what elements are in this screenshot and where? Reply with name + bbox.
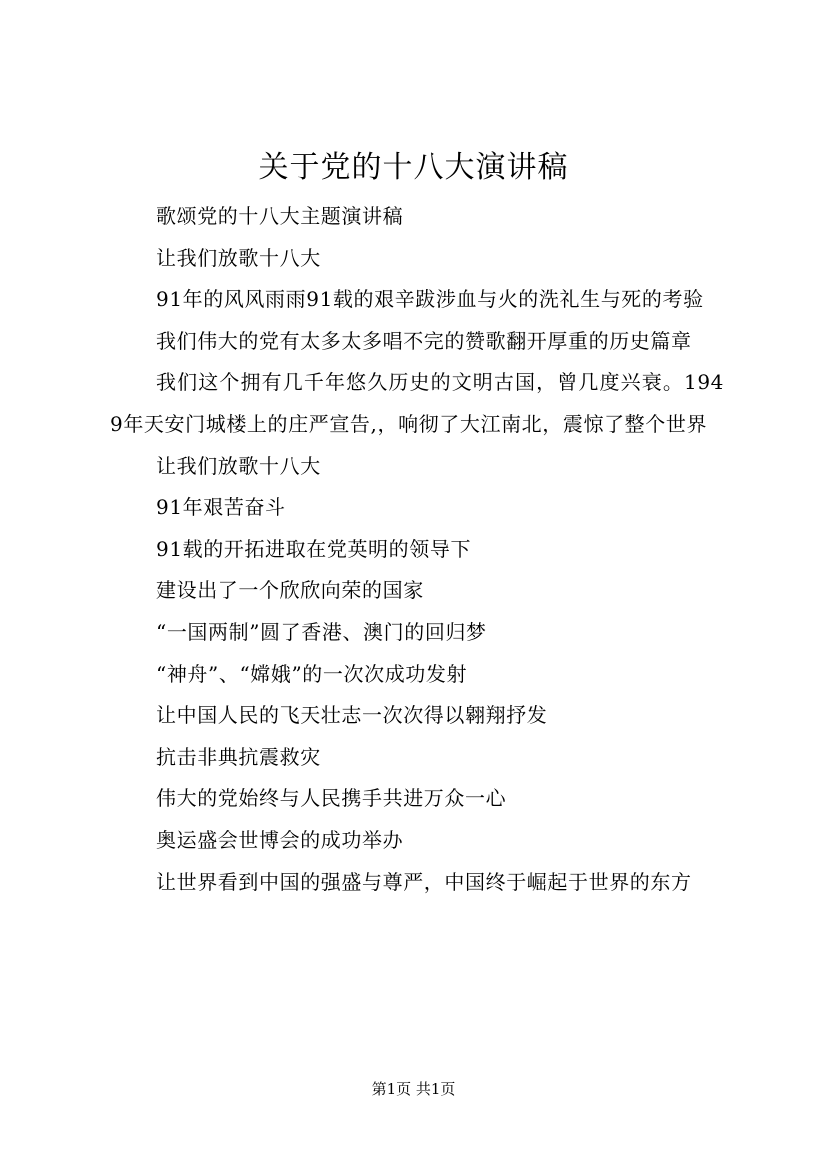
- paragraph: “神舟”、“嫦娥”的一次次成功发射: [156, 661, 468, 686]
- paragraph: 91年的风风雨雨91载的艰辛跋涉血与火的洗礼生与死的考验: [156, 287, 704, 312]
- paragraph: 伟大的党始终与人民携手共进万众一心: [156, 786, 507, 811]
- document-body: [110, 196, 724, 903]
- paragraph: 让我们放歌十八大: [156, 453, 321, 478]
- paragraph: 建设出了一个欣欣向荣的国家: [156, 578, 424, 603]
- paragraph: 让世界看到中国的强盛与尊严，中国终于崛起于世界的东方: [156, 869, 692, 894]
- paragraph: 奥运盛会世博会的成功举办: [156, 827, 404, 852]
- page-footer: 第1页 共1页: [371, 1080, 456, 1098]
- paragraph: 歌颂党的十八大主题演讲稿: [156, 204, 404, 228]
- paragraph: 91载的开拓进取在党英明的领导下: [156, 536, 472, 561]
- paragraph: 让中国人民的飞天壮志一次次得以翱翔抒发: [156, 703, 548, 728]
- paragraph: 我们这个拥有几千年悠久历史的文明古国，曾几度兴衰。1949年天安门城楼上的庄严宣告,，响彻了大江南北，震惊了整个世界: [110, 370, 724, 436]
- paragraph: 91年艰苦奋斗: [156, 495, 286, 520]
- paragraph: 我们伟大的党有太多太多唱不完的赞歌翻开厚重的历史篇章: [156, 328, 692, 353]
- paragraph: 抗击非典抗震救灾: [156, 744, 321, 769]
- paragraph: 让我们放歌十八大: [156, 245, 321, 270]
- page-title: 关于党的十八大演讲稿: [258, 150, 569, 185]
- paragraph: “一国两制”圆了香港、澳门的回归梦: [156, 619, 487, 644]
